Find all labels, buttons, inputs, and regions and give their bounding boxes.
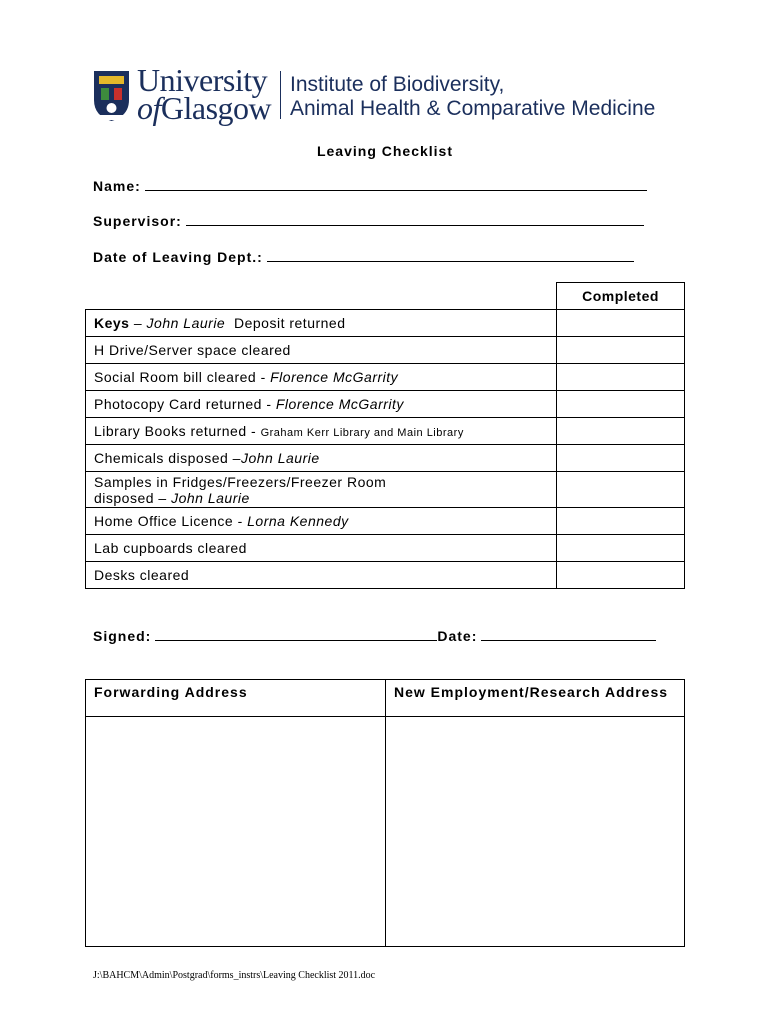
- completed-cell-samples[interactable]: [557, 472, 685, 508]
- checklist-row-samples: Samples in Fridges/Freezers/Freezer Room disposed – John Laurie: [86, 472, 685, 508]
- university-crest-logo: [93, 70, 130, 122]
- completed-cell-home-office[interactable]: [557, 508, 685, 535]
- address-table: [85, 679, 685, 947]
- checklist-row-home-office: Home Office Licence - Lorna Kennedy: [86, 508, 685, 535]
- checklist-row-library: Library Books returned - Graham Kerr Library and Main Library: [86, 418, 685, 445]
- new-employment-address-header: New Employment/Research Address: [386, 680, 685, 717]
- completed-cell-chemicals[interactable]: [557, 445, 685, 472]
- institute-name-line1: Institute of Biodiversity,: [290, 73, 505, 96]
- date-of-leaving-field[interactable]: [93, 249, 634, 265]
- signed-date-row: [93, 628, 656, 644]
- forwarding-address-cell[interactable]: [86, 717, 386, 947]
- checklist-row-desks: Desks cleared: [86, 562, 685, 589]
- checklist-row-social-room: Social Room bill cleared - Florence McGarrity: [86, 364, 685, 391]
- page-title: Leaving Checklist: [316, 143, 454, 159]
- name-label: Name:: [93, 178, 141, 194]
- new-employment-address-cell[interactable]: [386, 717, 685, 947]
- institute-name-line2: Animal Health & Comparative Medicine: [290, 97, 656, 120]
- logo-university: University: [137, 62, 268, 98]
- completed-cell-social-room[interactable]: [557, 364, 685, 391]
- address-body-row: [86, 717, 685, 947]
- signed-label: Signed:: [93, 628, 152, 644]
- date-label: Date:: [437, 628, 478, 644]
- name-line[interactable]: [145, 178, 647, 191]
- name-field[interactable]: [93, 178, 647, 194]
- completed-cell-hdrive[interactable]: [557, 337, 685, 364]
- completed-cell-photocopy[interactable]: [557, 391, 685, 418]
- checklist-row-chemicals: Chemicals disposed –John Laurie: [86, 445, 685, 472]
- file-path-footer: J:\BAHCM\Admin\Postgrad\forms_instrs\Leaving Checklist 2011.doc: [93, 970, 376, 981]
- address-header-row: [86, 680, 685, 717]
- checklist-row-hdrive: H Drive/Server space cleared: [86, 337, 685, 364]
- signed-line[interactable]: [155, 628, 437, 641]
- checklist-row-keys: Keys – John Laurie Deposit returned: [86, 310, 685, 337]
- completed-cell-library[interactable]: [557, 418, 685, 445]
- table-header-row: [86, 283, 685, 310]
- supervisor-line[interactable]: [186, 213, 644, 226]
- supervisor-label: Supervisor:: [93, 213, 182, 229]
- logo-divider: [280, 71, 281, 119]
- logo-of-glasgow: ofGlasgow: [137, 90, 272, 126]
- checklist-row-photocopy: Photocopy Card returned - Florence McGarrity: [86, 391, 685, 418]
- completed-cell-lab-cupboards[interactable]: [557, 535, 685, 562]
- completed-header: Completed: [557, 283, 685, 310]
- date-of-leaving-line[interactable]: [267, 249, 634, 262]
- checklist-table: [85, 282, 685, 589]
- date-line[interactable]: [481, 628, 656, 641]
- date-of-leaving-label: Date of Leaving Dept.:: [93, 249, 263, 265]
- forwarding-address-header: Forwarding Address: [86, 680, 386, 717]
- checklist-row-lab-cupboards: Lab cupboards cleared: [86, 535, 685, 562]
- supervisor-field[interactable]: [93, 213, 644, 229]
- completed-cell-desks[interactable]: [557, 562, 685, 589]
- completed-cell-keys[interactable]: [557, 310, 685, 337]
